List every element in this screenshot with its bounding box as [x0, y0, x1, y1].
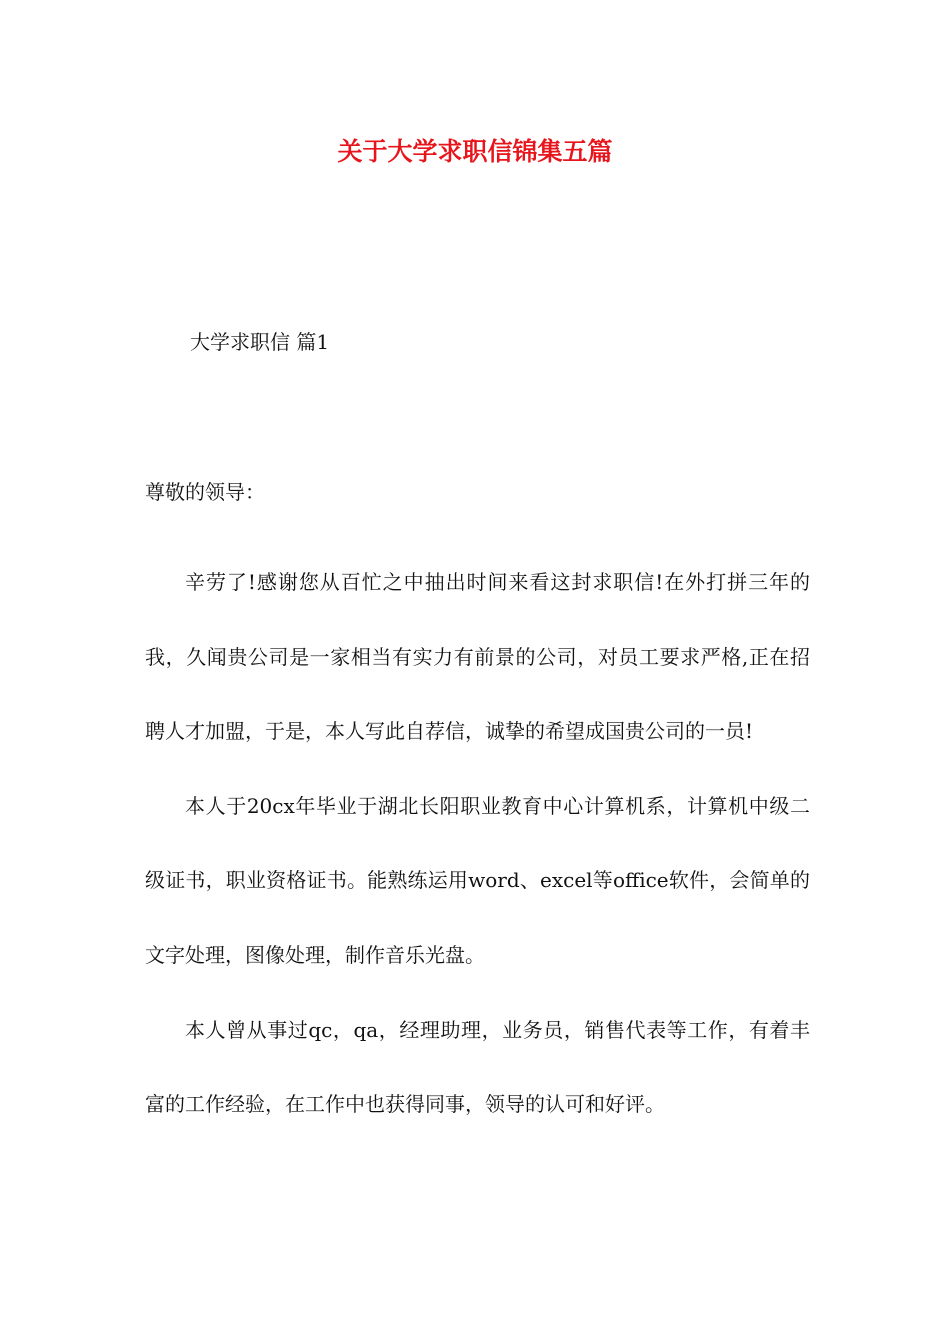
paragraph-3: 本人曾从事过qc，qa，经理助理，业务员，销售代表等工作，有着丰富的工作经验，在工作中也获得同事，领导的认可和好评。 [145, 1017, 810, 1117]
section-heading: 大学求职信 篇1 [190, 330, 330, 354]
document-title: 关于大学求职信锦集五篇 [337, 137, 613, 166]
salutation: 尊敬的领导： [145, 480, 265, 504]
letter-body [145, 545, 810, 1142]
paragraph-2: 本人于20cx年毕业于湖北长阳职业教育中心计算机系，计算机中级二级证书，职业资格证书。能熟练运用word、excel等office软件，会简单的文字处理，图像处理，制作音乐光盘。 [145, 793, 810, 967]
paragraph-1: 辛劳了!感谢您从百忙之中抽出时间来看这封求职信!在外打拼三年的我，久闻贵公司是一家相当有实力有前景的公司，对员工要求严格,正在招聘人才加盟，于是，本人写此自荐信，诚挚的希望成国贵公司的一员! [145, 570, 810, 744]
